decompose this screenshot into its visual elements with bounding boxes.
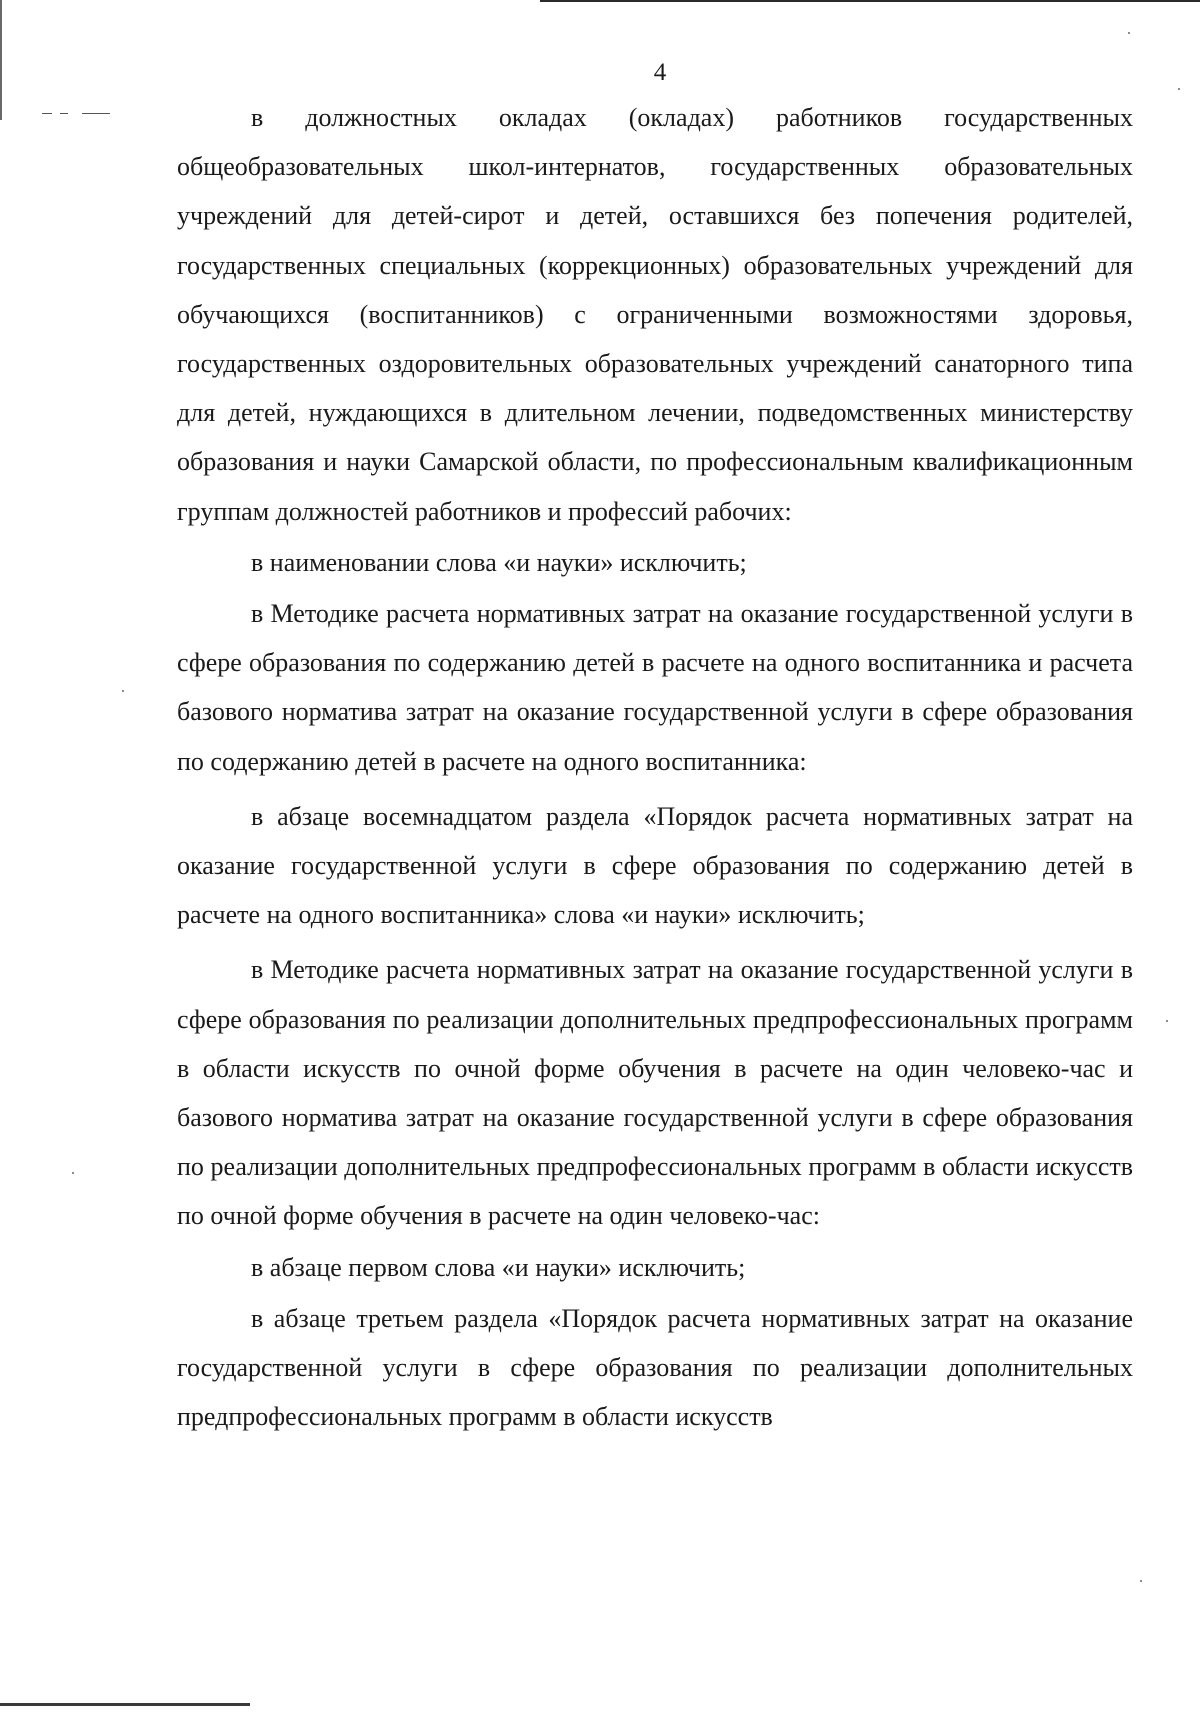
- scan-mark: [82, 113, 110, 114]
- paragraph: в наименовании слова «и науки» исключить;: [251, 547, 747, 577]
- page-number: 4: [653, 59, 667, 86]
- paragraph: в Методике расчета нормативных затрат на оказание государственной услуги в сфере образования по реализации дополнительных предпрофессиональных программ в области искусств по очной форме обучения в расчете на один человеко-час и базового норматива затрат на оказание государственной услуги в сфере образования по реализации дополнительных предпрофессиональных программ в области искусств по очной форме обучения в расчете на один человеко-час:: [177, 955, 1133, 1231]
- paragraph: в абзаце первом слова «и науки» исключить;: [251, 1252, 746, 1282]
- paragraph: в Методике расчета нормативных затрат на оказание государственной услуги в сфере образования по содержанию детей в расчете на одного воспитанника и расчета базового норматива затрат на оказание государственной услуги в сфере образования по содержанию детей в расчете на одного воспитанника:: [177, 599, 1133, 776]
- paragraph: в абзаце восемнадцатом раздела «Порядок расчета нормативных затрат на оказание государственной услуги в сфере образования по содержанию детей в расчете на одного воспитанника» слова «и науки» исключить;: [177, 801, 1133, 930]
- document-body: [177, 93, 1133, 1441]
- paragraph: в должностных окладах (окладах) работников государственных общеобразовательных школ-интернатов, государственных образовательных учреждений для детей-сирот и детей, оставшихся без попечения родителей, государственных специальных (коррекционных) образовательных учреждений для обучающихся (воспитанников) с ограниченными возможностями здоровья, государственных оздоровительных образовательных учреждений санаторного типа для детей, нуждающихся в длительном лечении, подведомственных министерству образования и науки Самарской области, по профессиональным квалификационным группам должностей работников и профессий рабочих:: [177, 103, 1133, 526]
- scan-speck: [1140, 1580, 1142, 1582]
- scan-speck: [1178, 88, 1180, 90]
- scan-speck: [1128, 32, 1130, 34]
- scan-speck: [1166, 1020, 1168, 1022]
- scan-mark: [42, 113, 52, 114]
- paragraph: в абзаце третьем раздела «Порядок расчета нормативных затрат на оказание государственной услуги в сфере образования по реализации дополнительных предпрофессиональных программ в области искусств: [177, 1303, 1133, 1432]
- scan-mark: [60, 113, 68, 114]
- scan-edge-bottom: [0, 1703, 250, 1706]
- scan-speck: [72, 1172, 74, 1174]
- scan-edge-top: [540, 0, 1200, 2]
- scan-speck: [122, 690, 124, 692]
